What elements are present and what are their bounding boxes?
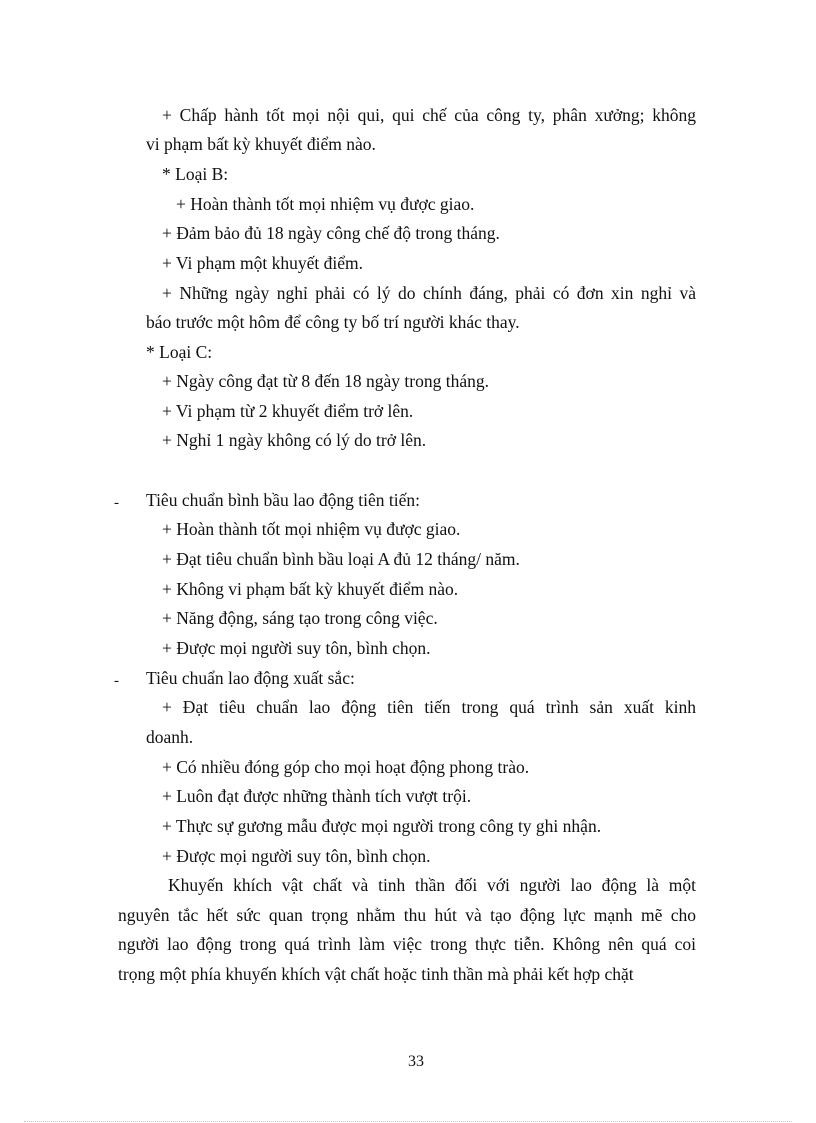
text-line: + Vi phạm một khuyết điểm. bbox=[162, 253, 363, 273]
bullet-dash: - bbox=[114, 673, 119, 689]
text-line: * Loại B: bbox=[162, 164, 229, 184]
paragraph-line: nguyên tắc hết sức quan trọng nhằm thu hút và tạo động lực mạnh mẽ cho bbox=[118, 905, 696, 925]
text-line: + Ngày công đạt từ 8 đến 18 ngày trong tháng. bbox=[162, 371, 489, 391]
text-line: + Những ngày nghỉ phải có lý do chính đáng, phải có đơn xin nghỉ và bbox=[162, 283, 696, 303]
section-heading: Tiêu chuẩn lao động xuất sắc: bbox=[146, 668, 355, 688]
text-line: + Được mọi người suy tôn, bình chọn. bbox=[162, 846, 431, 866]
footer-divider bbox=[24, 1121, 792, 1122]
text-line: + Vi phạm từ 2 khuyết điểm trở lên. bbox=[162, 401, 414, 421]
text-line: + Được mọi người suy tôn, bình chọn. bbox=[162, 638, 431, 658]
paragraph-line: người lao động trong quá trình làm việc trong thực tiễn. Không nên quá coi bbox=[118, 934, 696, 954]
text-line: + Luôn đạt được những thành tích vượt trội. bbox=[162, 786, 472, 806]
text-line: doanh. bbox=[146, 727, 194, 747]
text-line: + Nghỉ 1 ngày không có lý do trở lên. bbox=[162, 430, 427, 450]
paragraph-line: trọng một phía khuyến khích vật chất hoặc tinh thần mà phải kết hợp chặt bbox=[118, 964, 634, 984]
text-line: + Chấp hành tốt mọi nội qui, qui chế của công ty, phân xưởng; không bbox=[162, 105, 696, 125]
paragraph-line: Khuyến khích vật chất và tinh thần đối với người lao động là một bbox=[168, 875, 696, 895]
text-line: + Có nhiều đóng góp cho mọi hoạt động phong trào. bbox=[162, 757, 530, 777]
text-line: + Hoàn thành tốt mọi nhiệm vụ được giao. bbox=[176, 194, 475, 214]
text-line: báo trước một hôm để công ty bố trí người khác thay. bbox=[146, 312, 520, 332]
text-line: + Năng động, sáng tạo trong công việc. bbox=[162, 608, 438, 628]
text-line: + Không vi phạm bất kỳ khuyết điểm nào. bbox=[162, 579, 459, 599]
text-line: + Đạt tiêu chuẩn bình bầu loại A đủ 12 tháng/ năm. bbox=[162, 549, 520, 569]
page-number: 33 bbox=[408, 1053, 424, 1070]
text-line: + Hoàn thành tốt mọi nhiệm vụ được giao. bbox=[162, 519, 461, 539]
text-line: + Đạt tiêu chuẩn lao động tiên tiến trong quá trình sản xuất kinh bbox=[162, 697, 696, 717]
text-line: * Loại C: bbox=[146, 342, 213, 362]
text-line: + Đảm bảo đủ 18 ngày công chế độ trong tháng. bbox=[162, 223, 500, 243]
bullet-dash: - bbox=[114, 495, 119, 511]
text-line: + Thực sự gương mẫu được mọi người trong công ty ghi nhận. bbox=[162, 816, 602, 836]
section-heading: Tiêu chuẩn bình bầu lao động tiên tiến: bbox=[146, 490, 420, 510]
text-line: vi phạm bất kỳ khuyết điểm nào. bbox=[146, 134, 376, 154]
